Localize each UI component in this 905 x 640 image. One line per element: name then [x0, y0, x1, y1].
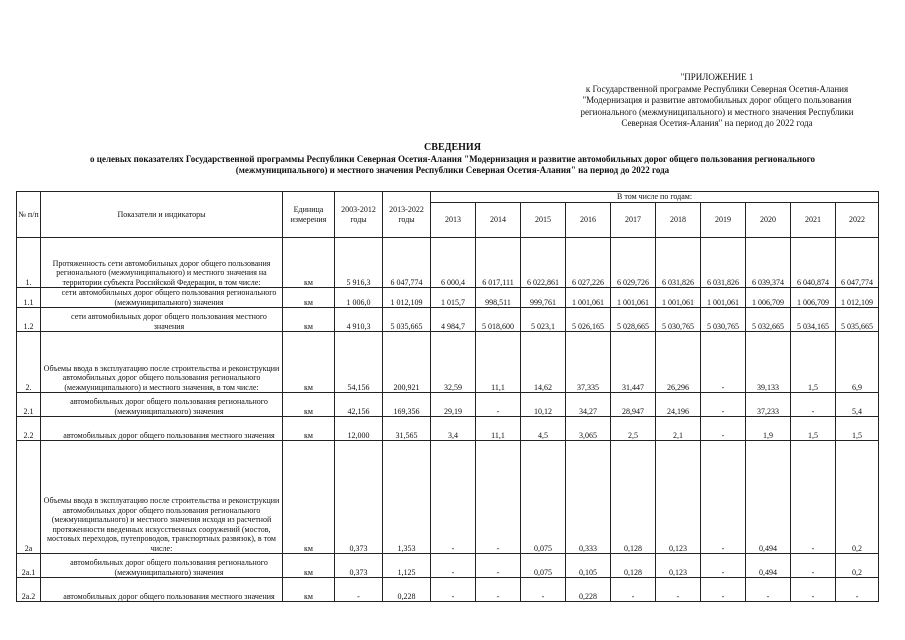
row-period-2003-2012: 0,373 — [335, 441, 383, 554]
row-year-value: 5 030,765 — [656, 308, 701, 332]
row-year-value: 39,133 — [746, 332, 791, 393]
row-year-value: 32,59 — [431, 332, 476, 393]
document-title: СВЕДЕНИЯ — [424, 142, 481, 153]
row-period-2013-2022: 5 035,665 — [383, 308, 431, 332]
row-year-value: 11,1 — [476, 332, 521, 393]
row-year-value: 6 031,826 — [656, 238, 701, 288]
row-year-value: - — [701, 393, 746, 417]
row-period-2003-2012: 42,156 — [335, 393, 383, 417]
row-number: 2. — [17, 332, 41, 393]
row-period-2003-2012: 1 006,0 — [335, 288, 383, 308]
row-year-value: 29,19 — [431, 393, 476, 417]
row-year-value: 6 031,826 — [701, 238, 746, 288]
row-year-value: 6 039,374 — [746, 238, 791, 288]
table-row — [17, 238, 879, 288]
row-year-value: 6 040,874 — [791, 238, 836, 288]
row-indicator-name: автомобильных дорог общего пользования регионального (межмуниципального) значения — [41, 554, 283, 578]
row-year-value: 998,511 — [476, 288, 521, 308]
row-period-2013-2022: 1 012,109 — [383, 288, 431, 308]
row-year-value: - — [791, 441, 836, 554]
row-year-value: 5 023,1 — [521, 308, 566, 332]
row-year-value: - — [701, 417, 746, 441]
row-year-value: 0,494 — [746, 441, 791, 554]
table-row — [17, 417, 879, 441]
header-including-by-years: В том числе по годам: — [431, 192, 879, 203]
row-year-value: 3,065 — [566, 417, 611, 441]
table-row — [17, 554, 879, 578]
row-year-value: 1,5 — [791, 417, 836, 441]
row-year-value: - — [476, 441, 521, 554]
header-year: 2020 — [746, 203, 791, 238]
row-number: 1.2 — [17, 308, 41, 332]
row-year-value: 1 001,061 — [701, 288, 746, 308]
row-year-value: 1 001,061 — [611, 288, 656, 308]
row-year-value: 0,2 — [836, 441, 879, 554]
row-year-value: 6 029,726 — [611, 238, 656, 288]
header-year: 2018 — [656, 203, 701, 238]
row-year-value: 0,128 — [611, 441, 656, 554]
row-period-2003-2012: 5 916,3 — [335, 238, 383, 288]
row-year-value: - — [701, 441, 746, 554]
row-year-value: - — [431, 578, 476, 602]
header-num: № п/п — [17, 192, 41, 238]
row-year-value: 0,333 — [566, 441, 611, 554]
row-year-value: 0,228 — [566, 578, 611, 602]
row-number: 2а.2 — [17, 578, 41, 602]
appendix-line: Северная Осетия-Алания" на период до 2022 года — [621, 118, 813, 128]
row-year-value: 6 022,861 — [521, 238, 566, 288]
row-year-value: 31,447 — [611, 332, 656, 393]
row-period-2013-2022: 1,125 — [383, 554, 431, 578]
row-year-value: 34,27 — [566, 393, 611, 417]
row-year-value: 5 028,665 — [611, 308, 656, 332]
row-year-value: - — [701, 578, 746, 602]
document-subtitle-line-1: о целевых показателях Государственной программы Республики Северная Осетия-Алания "Модернизация и развитие автомобильных дорог общего пользования регионального — [90, 153, 815, 164]
row-indicator-name: Протяженность сети автомобильных дорог общего пользования регионального (межмуниципального) и местного значения на территории субъекта Российской Федерации, в том числе: — [41, 238, 283, 288]
row-year-value: 5 034,165 — [791, 308, 836, 332]
row-unit: км — [283, 578, 335, 602]
header-year: 2016 — [566, 203, 611, 238]
row-period-2003-2012: 54,156 — [335, 332, 383, 393]
appendix-line: "ПРИЛОЖЕНИЕ 1 — [680, 72, 754, 82]
row-year-value: 1 012,109 — [836, 288, 879, 308]
header-year: 2022 — [836, 203, 879, 238]
appendix-line: регионального (межмуниципального) и местного значения Республики — [580, 106, 854, 117]
row-year-value: 1 001,061 — [656, 288, 701, 308]
row-year-value: 37,233 — [746, 393, 791, 417]
table-body — [17, 238, 879, 602]
row-unit: км — [283, 441, 335, 554]
row-year-value: 10,12 — [521, 393, 566, 417]
row-year-value: - — [476, 393, 521, 417]
row-indicator-name: сети автомобильных дорог общего пользования местного значения — [41, 308, 283, 332]
row-year-value: - — [431, 441, 476, 554]
row-period-2013-2022: 200,921 — [383, 332, 431, 393]
row-year-value: 999,761 — [521, 288, 566, 308]
row-indicator-name: автомобильных дорог общего пользования регионального (межмуниципального) значения — [41, 393, 283, 417]
row-year-value: - — [656, 578, 701, 602]
row-year-value: 0,105 — [566, 554, 611, 578]
table-row — [17, 393, 879, 417]
row-year-value: 11,1 — [476, 417, 521, 441]
row-year-value: - — [746, 578, 791, 602]
header-year: 2019 — [701, 203, 746, 238]
row-unit: км — [283, 417, 335, 441]
header-year: 2013 — [431, 203, 476, 238]
row-period-2013-2022: 0,228 — [383, 578, 431, 602]
row-number: 2а.1 — [17, 554, 41, 578]
row-year-value: 0,123 — [656, 441, 701, 554]
document-subtitle-line-2: (межмуниципального) и местного значения Республики Северная Осетия-Алания" на период до 2022 года — [235, 165, 670, 175]
row-year-value: 1 006,709 — [746, 288, 791, 308]
header-period-2013-2022: 2013-2022 годы — [383, 192, 431, 238]
row-indicator-name: Объемы ввода в эксплуатацию после строительства и реконструкции автомобильных дорог общего пользования регионального (межмуниципального) и местного значения, в том числе: — [41, 332, 283, 393]
row-year-value: 1,5 — [836, 417, 879, 441]
row-year-value: - — [521, 578, 566, 602]
row-year-value: 0,075 — [521, 441, 566, 554]
header-year: 2017 — [611, 203, 656, 238]
appendix-line: к Государственной программе Республики Северная Осетия-Алания — [585, 83, 849, 94]
row-year-value: - — [476, 578, 521, 602]
row-year-value: - — [431, 554, 476, 578]
row-period-2003-2012: 4 910,3 — [335, 308, 383, 332]
row-year-value: 37,335 — [566, 332, 611, 393]
row-year-value: - — [791, 554, 836, 578]
row-year-value: - — [476, 554, 521, 578]
row-number: 1. — [17, 238, 41, 288]
row-year-value: 5 035,665 — [836, 308, 879, 332]
header-year: 2014 — [476, 203, 521, 238]
table-row — [17, 332, 879, 393]
table-row — [17, 308, 879, 332]
row-year-value: 3,4 — [431, 417, 476, 441]
row-year-value: 1,5 — [791, 332, 836, 393]
row-year-value: 0,128 — [611, 554, 656, 578]
row-year-value: 4,5 — [521, 417, 566, 441]
header-period-2003-2012: 2003-2012 годы — [335, 192, 383, 238]
row-year-value: 6 027,226 — [566, 238, 611, 288]
row-year-value: 1,9 — [746, 417, 791, 441]
row-indicator-name: сети автомобильных дорог общего пользования регионального (межмуниципального) значения — [41, 288, 283, 308]
row-unit: км — [283, 238, 335, 288]
row-year-value: 1 006,709 — [791, 288, 836, 308]
row-year-value: 0,075 — [521, 554, 566, 578]
row-year-value: 1 001,061 — [566, 288, 611, 308]
row-number: 1.1 — [17, 288, 41, 308]
row-number: 2.1 — [17, 393, 41, 417]
appendix-line: "Модернизация и развитие автомобильных дорог общего пользования — [582, 95, 852, 105]
row-year-value: - — [701, 554, 746, 578]
row-period-2003-2012: 0,373 — [335, 554, 383, 578]
row-year-value: 5 026,165 — [566, 308, 611, 332]
row-year-value: 14,62 — [521, 332, 566, 393]
row-year-value: 6 047,774 — [836, 238, 879, 288]
appendix-note — [557, 72, 877, 130]
document-heading — [0, 142, 905, 177]
row-number: 2.2 — [17, 417, 41, 441]
row-unit: км — [283, 332, 335, 393]
row-year-value: 4 984,7 — [431, 308, 476, 332]
row-year-value: - — [701, 332, 746, 393]
row-indicator-name: автомобильных дорог общего пользования местного значения — [41, 578, 283, 602]
row-year-value: 6 017,111 — [476, 238, 521, 288]
header-unit: Единица измерения — [283, 192, 335, 238]
row-period-2013-2022: 6 047,774 — [383, 238, 431, 288]
row-year-value: 6 000,4 — [431, 238, 476, 288]
row-year-value: - — [791, 578, 836, 602]
row-year-value: 1 015,7 — [431, 288, 476, 308]
row-year-value: 28,947 — [611, 393, 656, 417]
row-year-value: 26,296 — [656, 332, 701, 393]
row-period-2003-2012: 12,000 — [335, 417, 383, 441]
row-year-value: 24,196 — [656, 393, 701, 417]
row-period-2013-2022: 169,356 — [383, 393, 431, 417]
row-year-value: - — [791, 393, 836, 417]
indicators-table — [16, 191, 879, 602]
row-year-value: 5 030,765 — [701, 308, 746, 332]
row-year-value: 0,123 — [656, 554, 701, 578]
row-period-2013-2022: 31,565 — [383, 417, 431, 441]
row-indicator-name: автомобильных дорог общего пользования местного значения — [41, 417, 283, 441]
row-year-value: 5 032,665 — [746, 308, 791, 332]
row-unit: км — [283, 554, 335, 578]
row-year-value: 2,1 — [656, 417, 701, 441]
table-row — [17, 578, 879, 602]
row-unit: км — [283, 288, 335, 308]
row-indicator-name: Объемы ввода в эксплуатацию после строительства и реконструкции автомобильных дорог общего пользования регионального (межмуниципального) и местного значения исходя из расчетной протяженности введенных искусственных сооружений (мостов, мостовых переходов, путепроводов, транспортных развязок), в том числе: — [41, 441, 283, 554]
table-header — [17, 192, 879, 238]
row-year-value: 6,9 — [836, 332, 879, 393]
row-year-value: 0,2 — [836, 554, 879, 578]
row-unit: км — [283, 308, 335, 332]
row-unit: км — [283, 393, 335, 417]
header-year: 2015 — [521, 203, 566, 238]
row-year-value: 5 018,600 — [476, 308, 521, 332]
row-number: 2а — [17, 441, 41, 554]
row-year-value: 2,5 — [611, 417, 656, 441]
row-year-value: 0,494 — [746, 554, 791, 578]
table-row — [17, 288, 879, 308]
row-year-value: - — [611, 578, 656, 602]
row-period-2003-2012: - — [335, 578, 383, 602]
header-indicator: Показатели и индикаторы — [41, 192, 283, 238]
header-year: 2021 — [791, 203, 836, 238]
row-period-2013-2022: 1,353 — [383, 441, 431, 554]
row-year-value: 5,4 — [836, 393, 879, 417]
table-row — [17, 441, 879, 554]
row-year-value: - — [836, 578, 879, 602]
